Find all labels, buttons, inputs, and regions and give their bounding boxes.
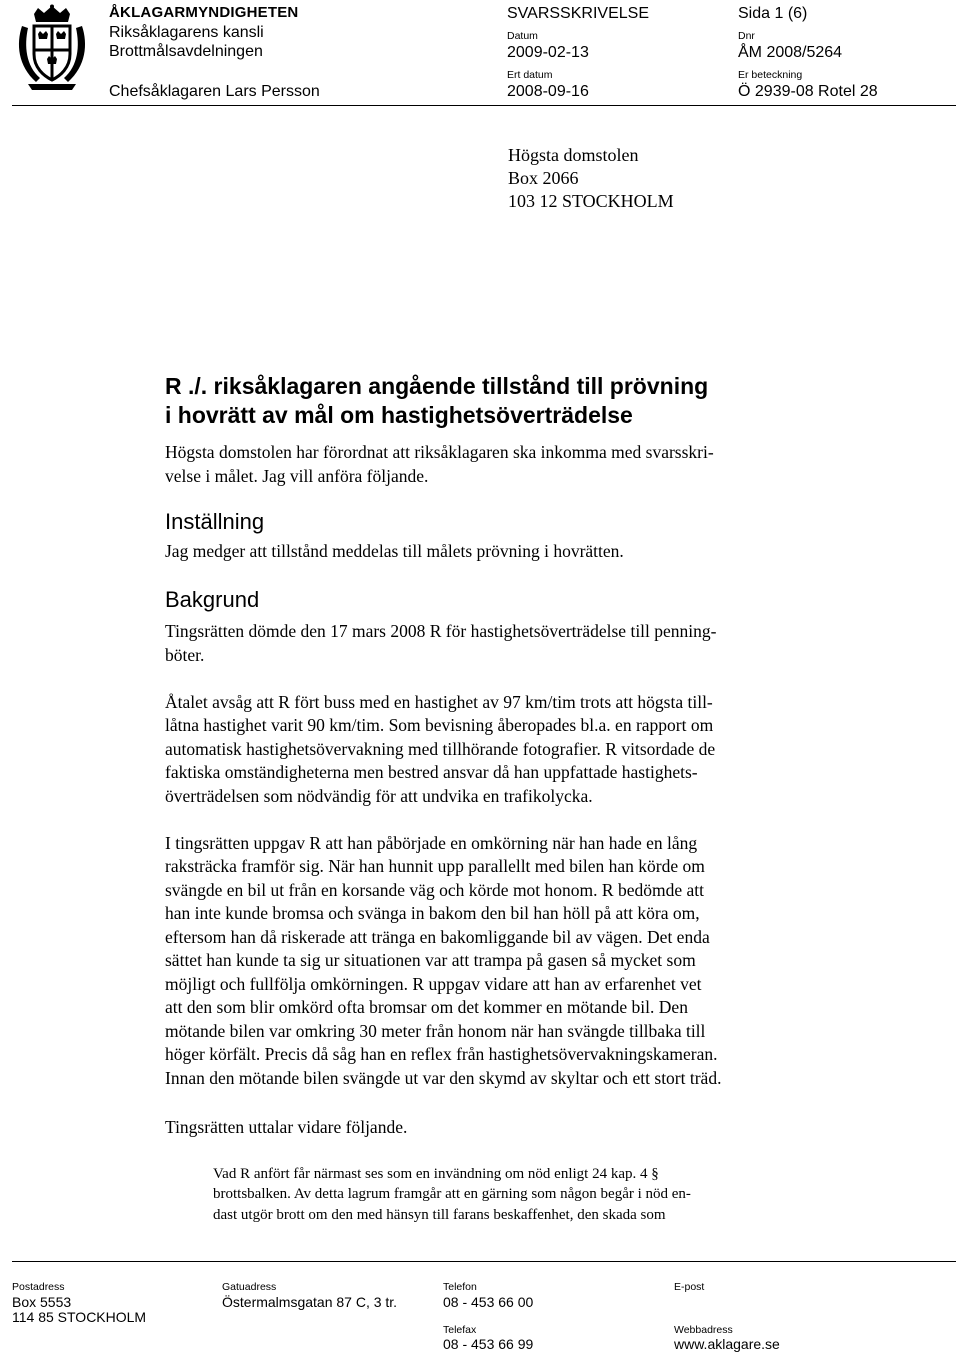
footer-telefax-label: Telefax — [443, 1324, 477, 1336]
installning-text: Jag medger att tillstånd meddelas till målets prövning i hovrätten. — [165, 541, 624, 561]
office-name: Riksåklagarens kansli — [109, 24, 264, 41]
footer-webbadress-label: Webbadress — [674, 1324, 733, 1336]
quote-line: brottsbalken. Av detta lagrum framgår att en gärning som någon begår i nöd en- — [213, 1186, 691, 1202]
agency-crest-logo — [14, 4, 90, 92]
footer-postadress-line-2: 114 85 STOCKHOLM — [12, 1309, 147, 1325]
document-type: SVARSSKRIVELSE — [507, 5, 649, 22]
footer-divider — [12, 1261, 956, 1262]
paragraph-line: låtna hastighet varit 90 km/tim. Som bevisning åberopades bl.a. en rapport om — [165, 715, 714, 735]
their-reference-label: Er beteckning — [738, 69, 803, 81]
paragraph-line: böter. — [165, 645, 205, 665]
recipient-line-3: 103 12 STOCKHOLM — [508, 191, 674, 211]
paragraph-line: automatisk hastighetsövervakning med tillhörande fotografier. R vitsordade de — [165, 739, 716, 759]
paragraph-line: sättet han kunde ta sig ur situationen var att trampa på gasen så mycket som — [165, 950, 696, 970]
intro-line-1: Högsta domstolen har förordnat att riksåklagaren ska inkomma med svarsskri- — [165, 442, 714, 462]
document-title-line-2: i hovrätt av mål om hastighetsöverträdelse — [165, 402, 633, 428]
paragraph-line: Innan den mötande bilen svängde ut var den skymd av skyltar och ett stort träd. — [165, 1068, 722, 1088]
document-title-line-1: R ./. riksåklagaren angående tillstånd till prövning — [165, 373, 709, 399]
paragraph-line: mötande bilen var omkring 30 meter från honom när han svängde tillbaka till — [165, 1021, 706, 1041]
paragraph-line: han inte kunde bromsa och svänga in bakom den bil han höll på att köra om, — [165, 903, 700, 923]
date-value: 2009-02-13 — [507, 44, 589, 61]
paragraph-line: överträdelsen som nödvändig för att undvika en trafikolycka. — [165, 786, 593, 806]
paragraph-line: möjligt och fullfölja omkörningen. R uppgav vidare att han av erfarenhet vet — [165, 974, 702, 994]
intro-line-2: velse i målet. Jag vill anföra följande. — [165, 466, 429, 486]
paragraph-line: I tingsrätten uppgav R att han påbörjade en omkörning när han hade en lång — [165, 833, 698, 853]
quote-line: dast utgör brott om den med hänsyn till farans beskaffenhet, den skada som — [213, 1207, 666, 1223]
paragraph-line: raksträcka framför sig. När han hunnit upp parallellt med bilen han körde om — [165, 856, 705, 876]
department-name: Brottmålsavdelningen — [109, 43, 263, 60]
header-divider — [12, 105, 956, 106]
paragraph-line: Tingsrätten dömde den 17 mars 2008 R för hastighetsöverträdelse till penning- — [165, 621, 717, 641]
footer-telefon: 08 - 453 66 00 — [443, 1294, 534, 1310]
sender-name: Chefsåklagaren Lars Persson — [109, 83, 320, 100]
page-number: Sida 1 (6) — [738, 5, 808, 22]
their-date-value: 2008-09-16 — [507, 83, 589, 100]
footer-gatuadress: Östermalmsgatan 87 C, 3 tr. — [222, 1294, 398, 1310]
their-reference-value: Ö 2939-08 Rotel 28 — [738, 83, 878, 100]
paragraph-line: svängde en bil ut från en korsande väg och körde mot honom. R bedömde att — [165, 880, 704, 900]
dnr-value: ÅM 2008/5264 — [738, 44, 843, 61]
agency-name: ÅKLAGARMYNDIGHETEN — [109, 4, 299, 21]
footer-webbadress-link[interactable]: www.aklagare.se — [674, 1336, 780, 1352]
paragraph-line: höger körfält. Precis då såg han en reflex från hastighetsövervakningskameran. — [165, 1044, 718, 1064]
date-label: Datum — [507, 30, 538, 42]
paragraph-line: Åtalet avsåg att R fört buss med en hastighet av 97 km/tim trots att högsta till- — [165, 692, 713, 712]
dnr-label: Dnr — [738, 30, 755, 42]
footer-epost-label: E-post — [674, 1281, 705, 1293]
footer-telefon-label: Telefon — [443, 1281, 477, 1293]
paragraph-line: eftersom han då riskerade att tränga en bakomliggande bil av vägen. Det enda — [165, 927, 710, 947]
paragraph-line: faktiska omständigheterna men bestred ansvar då han uppfattade hastighets- — [165, 762, 698, 782]
section-heading-installning: Inställning — [165, 509, 265, 534]
footer-telefax: 08 - 453 66 99 — [443, 1336, 534, 1352]
recipient-line-2: Box 2066 — [508, 168, 579, 188]
recipient-line-1: Högsta domstolen — [508, 145, 639, 165]
section-heading-bakgrund: Bakgrund — [165, 587, 260, 612]
paragraph-line: att den som blir omkörd ofta bromsar om det kommer en mötande bil. Den — [165, 997, 688, 1017]
footer-postadress-line-1: Box 5553 — [12, 1294, 72, 1310]
quote-line: Vad R anfört får närmast ses som en invändning om nöd enligt 24 kap. 4 § — [213, 1166, 659, 1182]
paragraph-line: Tingsrätten uttalar vidare följande. — [165, 1117, 408, 1137]
footer-postadress-label: Postadress — [12, 1281, 65, 1293]
footer-gatuadress-label: Gatuadress — [222, 1281, 277, 1293]
their-date-label: Ert datum — [507, 69, 553, 81]
